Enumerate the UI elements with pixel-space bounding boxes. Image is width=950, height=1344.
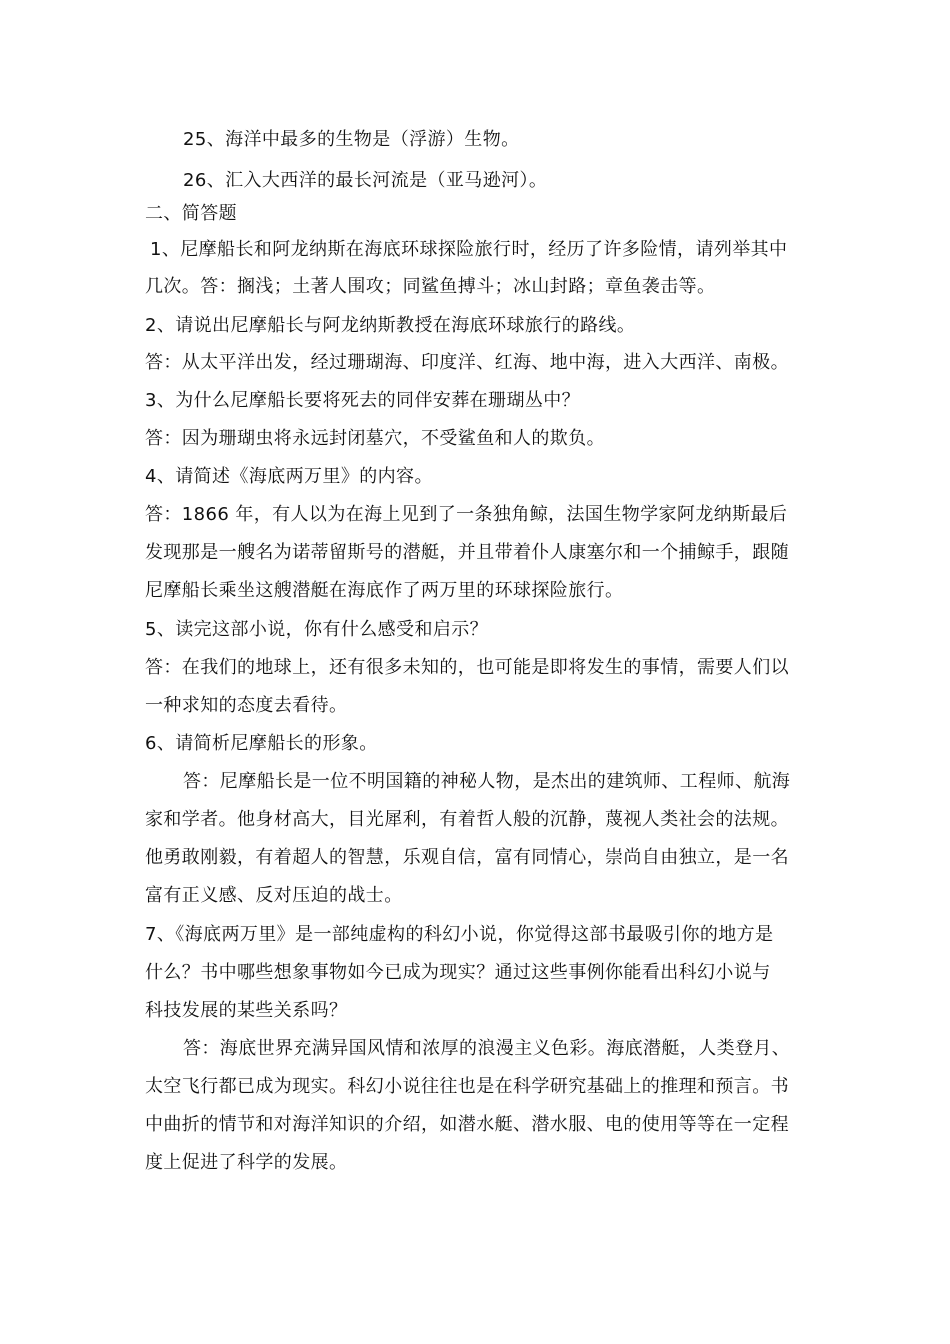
q1-line-2: 几次。答：搁浅；土著人围攻；同鲨鱼搏斗；冰山封路；章鱼袭击等。 xyxy=(145,276,716,297)
fill-blank-item-26: 26、汇入大西洋的最长河流是（亚马逊河）。 xyxy=(183,170,548,191)
q3-question: 3、为什么尼摩船长要将死去的同伴安葬在珊瑚丛中？ xyxy=(145,390,581,411)
q3-answer: 答：因为珊瑚虫将永远封闭墓穴，不受鲨鱼和人的欺负。 xyxy=(145,428,605,449)
q6-answer-line-1: 答：尼摩船长是一位不明国籍的神秘人物，是杰出的建筑师、工程师、航海 xyxy=(183,771,791,792)
q2-question: 2、请说出尼摩船长与阿龙纳斯教授在海底环球旅行的路线。 xyxy=(145,315,636,336)
q7-question-line-1: 7、《海底两万里》是一部纯虚构的科幻小说，你觉得这部书最吸引你的地方是 xyxy=(145,924,774,945)
q7-answer-line-3: 中曲折的情节和对海洋知识的介绍，如潜水艇、潜水服、电的使用等等在一定程 xyxy=(145,1114,789,1135)
fill-blank-item-25: 25、海洋中最多的生物是（浮游）生物。 xyxy=(183,129,520,150)
q4-answer-line-2: 发现那是一艘名为诺蒂留斯号的潜艇，并且带着仆人康塞尔和一个捕鲸手，跟随 xyxy=(145,542,789,563)
q4-question: 4、请简述《海底两万里》的内容。 xyxy=(145,466,433,487)
q6-answer-line-2: 家和学者。他身材高大，目光犀利，有着哲人般的沉静，蔑视人类社会的法规。 xyxy=(145,809,789,830)
q7-answer-line-1: 答：海底世界充满异国风情和浓厚的浪漫主义色彩。海底潜艇，人类登月、 xyxy=(183,1038,791,1059)
q5-question: 5、读完这部小说，你有什么感受和启示？ xyxy=(145,619,489,640)
q7-question-line-2: 什么？书中哪些想象事物如今已成为现实？通过这些事例你能看出科幻小说与 xyxy=(145,962,771,983)
q4-answer-line-1: 答：1866 年，有人以为在海上见到了一条独角鲸，法国生物学家阿龙纳斯最后 xyxy=(145,504,788,525)
q6-answer-line-4: 富有正义感、反对压迫的战士。 xyxy=(145,885,403,906)
q7-answer-line-4: 度上促进了科学的发展。 xyxy=(145,1152,348,1173)
q6-answer-line-3: 他勇敢刚毅，有着超人的智慧，乐观自信，富有同情心，崇尚自由独立，是一名 xyxy=(145,847,789,868)
q7-question-line-3: 科技发展的某些关系吗？ xyxy=(145,1000,348,1021)
q2-answer: 答：从太平洋出发，经过珊瑚海、印度洋、红海、地中海，进入大西洋、南极。 xyxy=(145,352,789,373)
q5-answer-line-1: 答：在我们的地球上，还有很多未知的，也可能是即将发生的事情，需要人们以 xyxy=(145,657,789,678)
q4-answer-line-3: 尼摩船长乘坐这艘潜艇在海底作了两万里的环球探险旅行。 xyxy=(145,580,624,601)
q1-line-1: 1、尼摩船长和阿龙纳斯在海底环球探险旅行时，经历了许多险情，请列举其中 xyxy=(150,239,788,260)
q7-answer-line-2: 太空飞行都已成为现实。科幻小说往往也是在科学研究基础上的推理和预言。书 xyxy=(145,1076,789,1097)
q5-answer-line-2: 一种求知的态度去看待。 xyxy=(145,695,348,716)
section-title: 二、简答题 xyxy=(145,203,237,224)
q6-question: 6、请简析尼摩船长的形象。 xyxy=(145,733,378,754)
